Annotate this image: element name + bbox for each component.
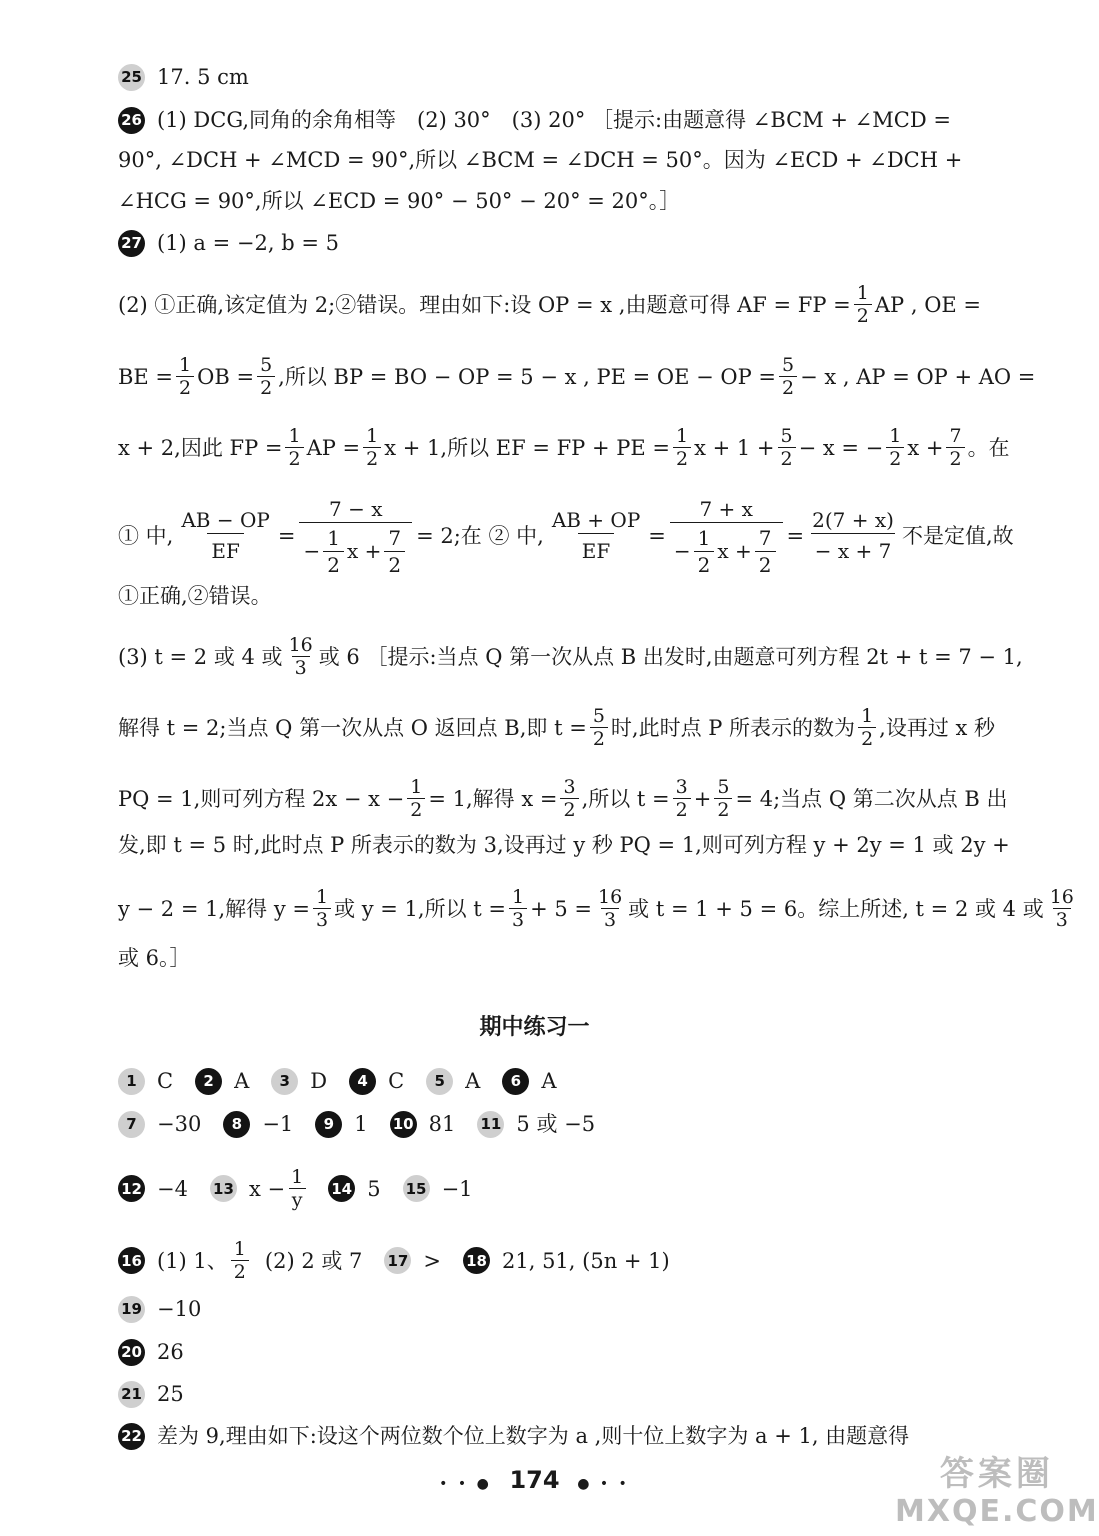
answer-26-line-3: ∠HCG = 90°,所以 ∠ECD = 90° − 50° − 20° = 20°。］	[118, 189, 681, 213]
question-number-badge: 20	[118, 1339, 145, 1366]
fraction: $\frac{5}{2}$	[779, 354, 797, 399]
answer-27-line-1: 27 (1) a = −2, b = 5	[118, 228, 339, 258]
fraction: $\frac{1}{2}$	[673, 425, 691, 470]
question-number-badge: 9	[315, 1111, 342, 1138]
page-number: • • ● 174 ● • •	[439, 1466, 630, 1494]
question-number-badge: 14	[328, 1175, 355, 1202]
answers-12-15: 12 −4 13 x − $\frac{1}{y}$ 14 5 15 −1	[118, 1166, 495, 1211]
answer-27-line-9: PQ = 1,则可列方程 2x − x − $\frac{1}{2}$ = 1,解得 x = $\frac{3}{2}$ ,所以 t = $\frac{3}{2}$ + $\frac{5}{2}$ = 4;当点 Q 第二次从点 B 出	[118, 776, 1008, 821]
decorative-dots-left: • • ●	[439, 1476, 492, 1492]
question-number-badge: 3	[271, 1068, 298, 1095]
answer-21: 21 25	[118, 1379, 184, 1409]
answer-27-line-6: ①正确,②错误。	[118, 584, 272, 608]
question-number-badge: 27	[118, 230, 145, 257]
question-number-badge: 17	[384, 1247, 411, 1274]
fraction: $\frac{7}{2}$	[384, 525, 405, 576]
answers-1-6: 1 C 2 A 3 D 4 C 5 A 6 A	[118, 1066, 579, 1096]
fraction: 1 2	[231, 1238, 249, 1283]
fraction: $\frac{7}{2}$	[946, 425, 964, 470]
answer-26-line-2: 90°, ∠DCH + ∠MCD = 90°,所以 ∠BCM = ∠DCH = 50°。因为 ∠ECD + ∠DCH +	[118, 148, 963, 172]
question-number-badge: 25	[118, 64, 145, 91]
answer-27-line-4: x + 2,因此 FP = $\frac{1}{2}$ AP = $\frac{1}{2}$ x + 1,所以 EF = FP + PE = $\frac{1}{2}$ x + 1 + $\frac{5}{2}$ − x = − $\frac{1}{2}$ x + $\frac{7}{2}$ 。在	[118, 425, 1010, 470]
question-number-badge: 5	[426, 1068, 453, 1095]
fraction: $\frac{7}{2}$	[755, 525, 776, 576]
fraction: 16 3	[288, 634, 313, 679]
answer-27-line-10: 发,即 t = 5 时,此时点 P 所表示的数为 3,设再过 y 秒 PQ = 1,则可列方程 y + 2y = 1 或 2y +	[118, 833, 1010, 857]
answer-20: 20 26	[118, 1337, 184, 1367]
fraction: 16 3	[1049, 886, 1074, 931]
fraction: $\frac{1}{2}$	[176, 354, 194, 399]
answers-16-18: 16 (1) 1、 1 2 (2) 2 或 7 17 > 18 21, 51, (5n + 1)	[118, 1238, 670, 1283]
question-number-badge: 21	[118, 1381, 145, 1408]
fraction: $\frac{1}{y}$	[288, 1166, 306, 1211]
question-number-badge: 8	[223, 1111, 250, 1138]
decorative-dots-right: ● • •	[577, 1476, 630, 1492]
fraction: $\frac{1}{2}$	[323, 525, 344, 576]
compound-fraction: 7 + x − $\frac{1}{2}$ x + $\frac{7}{2}$	[670, 496, 783, 576]
fraction: $\frac{AB + OP}{EF}$	[548, 507, 644, 566]
answer-19: 19 −10	[118, 1294, 201, 1324]
answer-27-line-2: (2) ①正确,该定值为 2;②错误。理由如下:设 OP = x ,由题意可得 AF = FP = $\frac{1}{2}$ AP , OE =	[118, 282, 982, 327]
question-number-badge: 12	[118, 1175, 145, 1202]
fraction: $\frac{16}{3}$	[597, 886, 623, 931]
answer-22: 22 差为 9,理由如下:设这个两位数个位上数字为 a ,则十位上数字为 a + 1, 由题意得	[118, 1421, 909, 1451]
answer-27-line-12: 或 6。］	[118, 946, 191, 970]
fraction: $\frac{1}{2}$	[285, 425, 303, 470]
question-number-badge: 26	[118, 107, 145, 134]
fraction: $\frac{5}{2}$	[714, 776, 732, 821]
fraction: $\frac{5}{2}$	[590, 705, 608, 750]
fraction: $\frac{1}{3}$	[509, 886, 527, 931]
question-number-badge: 13	[210, 1175, 237, 1202]
fraction: $\frac{1}{3}$	[313, 886, 331, 931]
question-number-badge: 16	[118, 1247, 145, 1274]
question-number-badge: 22	[118, 1423, 145, 1450]
fraction: $\frac{3}{2}$	[673, 776, 691, 821]
answer-27-line-3: BE = $\frac{1}{2}$ OB = $\frac{5}{2}$ ,所以 BP = BO − OP = 5 − x , PE = OE − OP = $\frac{5}{2}$ − x , AP = OP + AO =	[118, 354, 1036, 399]
fraction: $\frac{2(7 + x)}{- x + 7}$	[808, 507, 898, 566]
question-number-badge: 18	[463, 1247, 490, 1274]
fraction: $\frac{1}{2}$	[407, 776, 425, 821]
answers-7-11: 7 −30 8 −1 9 1 10 81 11 5 或 −5	[118, 1109, 617, 1139]
fraction: $\frac{5}{2}$	[778, 425, 796, 470]
fraction: $\frac{5}{2}$	[257, 354, 275, 399]
answer-27-line-8: 解得 t = 2;当点 Q 第一次从点 O 返回点 B,即 t = $\frac{5}{2}$ 时,此时点 P 所表示的数为 1 2 ,设再过 x 秒	[118, 705, 996, 750]
fraction: $\frac{1}{2}$	[886, 425, 904, 470]
question-number-badge: 7	[118, 1111, 145, 1138]
answer-27-line-5: ① 中, $\frac{AB - OP}{EF}$ = 7 − x − $\frac{1}{2}$ x + $\frac{7}{2}$ = 2;在 ② 中, $\frac{AB + OP}{EF}$ = 7 + x − $\frac{1}{2}$ x + $\frac{7}{2}$ = $\frac{2(7 + x)}{- x + 7}$ 不是定值,故	[118, 497, 1014, 577]
fraction: $\frac{1}{2}$	[363, 425, 381, 470]
fraction: $\frac{1}{2}$	[694, 525, 715, 576]
question-number-badge: 15	[403, 1175, 430, 1202]
compound-fraction: 7 − x − $\frac{1}{2}$ x + $\frac{7}{2}$	[299, 496, 412, 576]
answer-27-line-11: y − 2 = 1,解得 y = $\frac{1}{3}$ 或 y = 1,所以 t = $\frac{1}{3}$ + 5 = $\frac{16}{3}$ 或 t = 1 + 5 = 6。综上所述, t = 2 或 4 或 16 3	[118, 886, 1080, 931]
question-number-badge: 2	[195, 1068, 222, 1095]
fraction: $\frac{AB - OP}{EF}$	[177, 507, 273, 566]
answer-27-line-7: (3) t = 2 或 4 或 16 3 或 6 ［提示:当点 Q 第一次从点 B 出发时,由题意可列方程 2t + t = 7 − 1,	[118, 634, 1023, 679]
fraction: 1 2	[858, 705, 876, 750]
question-number-badge: 4	[349, 1068, 376, 1095]
section-title: 期中练习一	[479, 1015, 590, 1040]
question-number-badge: 19	[118, 1296, 145, 1323]
fraction: $\frac{1}{2}$	[854, 282, 872, 327]
answer-25: 25 17. 5 cm	[118, 62, 249, 92]
fraction: $\frac{3}{2}$	[560, 776, 578, 821]
question-number-badge: 1	[118, 1068, 145, 1095]
watermark: 答案圈 MXQE.COM	[895, 1454, 1099, 1529]
answer-26-line-1: 26 (1) DCG,同角的余角相等 (2) 30° (3) 20° ［提示:由题意得 ∠BCM + ∠MCD =	[118, 105, 951, 135]
question-number-badge: 11	[477, 1111, 504, 1138]
question-number-badge: 10	[390, 1111, 417, 1138]
question-number-badge: 6	[502, 1068, 529, 1095]
